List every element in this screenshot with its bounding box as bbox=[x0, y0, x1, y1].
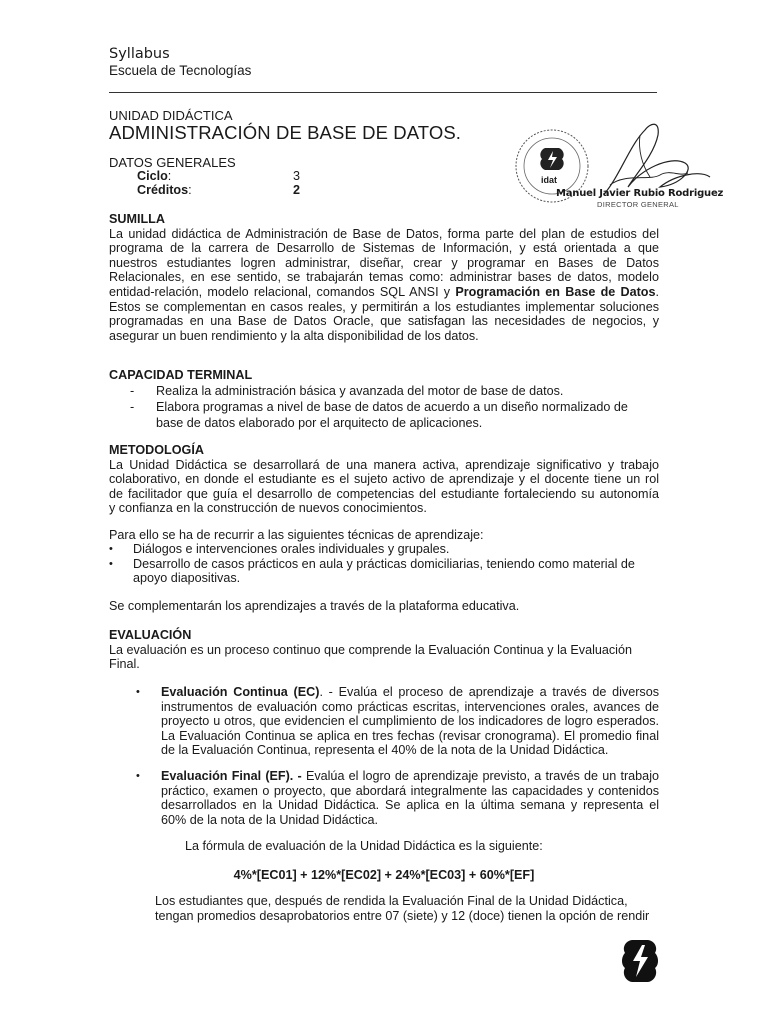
evaluacion-section bbox=[109, 628, 659, 672]
bullet-marker: • bbox=[136, 770, 140, 782]
ec-label: Evaluación Continua (EC) bbox=[161, 685, 320, 699]
ciclo-value: 3 bbox=[293, 169, 301, 183]
ef-line: 60% de la nota de la Unidad Didáctica. bbox=[161, 812, 379, 827]
metodologia-line: colaborativo, en donde el estudiante es el sujeto activo de aprendizaje y el docente tiene un rol bbox=[109, 472, 659, 487]
school-name: Escuela de Tecnologías bbox=[109, 63, 252, 78]
ef-line: práctico, examen o proyecto, que abordará integralmente las capacidades y contenidos bbox=[161, 783, 659, 798]
metodologia-heading: METODOLOGÍA bbox=[109, 443, 204, 457]
general-data-label: DATOS GENERALES bbox=[109, 155, 236, 170]
creditos-key: Créditos: bbox=[137, 183, 192, 197]
metodologia-bullets bbox=[109, 542, 659, 586]
unit-title: ADMINISTRACIÓN DE BASE DE DATOS. bbox=[109, 122, 462, 143]
creditos-value: 2 bbox=[293, 183, 301, 197]
sumilla-line: asegurar un buen rendimiento y la alta disponibilidad de los datos. bbox=[109, 328, 479, 343]
signatory-role: DIRECTOR GENERAL bbox=[597, 200, 679, 209]
dash-marker: - bbox=[130, 400, 135, 414]
metodologia-line: de facilitador que guía el desarrollo de competencias del estudiante fortaleciendo su autonomía bbox=[109, 486, 659, 501]
closing-line: Los estudiantes que, después de rendida la Evaluación Final de la Unidad Didáctica, bbox=[155, 894, 628, 908]
formula-intro: La fórmula de evaluación de la Unidad Didáctica es la siguiente: bbox=[185, 839, 543, 853]
list-item: • Diálogos e intervenciones orales individuales y grupales. bbox=[109, 542, 450, 556]
document-title: Syllabus bbox=[109, 46, 170, 62]
metodologia-line: La Unidad Didáctica se desarrollará de una manera activa, aprendizaje significativo y trabajo bbox=[109, 457, 659, 472]
evaluacion-line: Final. bbox=[109, 657, 140, 672]
dash-marker: - bbox=[130, 384, 135, 398]
sumilla-line: Relacionales, en ese sentido, se trabajarán temas como: administrar bases de datos, modelo bbox=[109, 270, 659, 285]
metodologia-line: y confianza en la construcción de nuevos conocimientos. bbox=[109, 501, 427, 516]
evaluacion-final-item: • Evaluación Final (EF). - Evalúa el logro de aprendizaje previsto, a través de un trabajo práctico, examen o proyecto, que abordará integralmente las capacidades y contenidos desarrollados en la Unidad Didáctica. Se aplica en la última semana y representa el 60% de la nota de la Unidad Didáctica. bbox=[136, 769, 659, 827]
bullet-marker: • bbox=[136, 686, 140, 698]
capacidad-list bbox=[130, 383, 650, 431]
ec-line: La Evaluación Continua se aplica en tres fechas (revisar cronograma). El promedio final bbox=[161, 728, 659, 743]
signatory-name: Manuel Javier Rubio Rodriguez bbox=[556, 188, 724, 199]
sumilla-line: nuestros estudiantes logren administrar, diseñar, crear y programar en Bases de Datos bbox=[109, 255, 659, 270]
list-item: - Realiza la administración básica y avanzada del motor de base de datos. bbox=[130, 384, 564, 398]
list-item: • Desarrollo de casos prácticos en aula y prácticas domiciliarias, teniendo como material de apoyo diapositivas. bbox=[109, 556, 635, 586]
ec-line: instrumentos de evaluación como prácticas escritas, intervenciones orales, avances de bbox=[161, 699, 659, 714]
list-item: - Elabora programas a nivel de base de datos de acuerdo a un diseño normalizado de base de datos elaborado por el arquitecto de aplicaciones. bbox=[130, 400, 628, 430]
evaluacion-continua-item: • Evaluación Continua (EC). - Evalúa el proceso de aprendizaje a través de diversos instrumentos de evaluación como prácticas escritas, intervenciones orales, avances de proyecto u otros, que evidencien el cumplimiento de los indicadores de logro esperados. La Evaluación Continua se aplica en tres fechas (revisar cronograma). El promedio final de la Evaluación Continua, representa el 40% de la nota de la Unidad Didáctica. bbox=[136, 685, 660, 758]
sumilla-heading: SUMILLA bbox=[109, 212, 165, 226]
evaluation-formula: 4%*[EC01] + 12%*[EC02] + 24%*[EC03] + 60%*[EF] bbox=[233, 868, 535, 882]
capacidad-heading bbox=[109, 368, 659, 383]
ef-line: desarrollados en la Unidad Didáctica. Se aplica en la última semana y representa el bbox=[161, 798, 659, 813]
ec-line: de la Evaluación Continua, representa el 40% de la nota de la Unidad Didáctica. bbox=[161, 743, 609, 758]
sumilla-line: programa de la carrera de Desarrollo de Sistemas de Información, y está orientada a que bbox=[109, 241, 659, 256]
ef-label: Evaluación Final (EF). - bbox=[161, 769, 302, 783]
stamp-label: idat bbox=[541, 175, 558, 185]
sumilla-line: entidad-relación, modelo relacional, comandos SQL ANSI y Programación en Base de Datos. bbox=[109, 284, 659, 299]
sumilla-bold-phrase: Programación en Base de Datos bbox=[455, 284, 656, 299]
evaluacion-closing bbox=[155, 894, 655, 923]
header-divider bbox=[109, 92, 657, 93]
evaluacion-line: La evaluación es un proceso continuo que comprende la Evaluación Continua y la Evaluación bbox=[109, 642, 632, 657]
sumilla-line: Estos se complementan en casos reales, y permitirán a los estudiantes implementar soluciones bbox=[109, 299, 659, 314]
ciclo-key: Ciclo: bbox=[137, 169, 172, 183]
sumilla-line: La unidad didáctica de Administración de Base de Datos, forma parte del plan de estudios del bbox=[109, 226, 659, 241]
institution-logo-icon bbox=[620, 937, 660, 985]
sumilla-body bbox=[109, 227, 659, 344]
sumilla-section bbox=[109, 212, 659, 343]
sumilla-line: programadas en una Base de Datos Oracle, que satisfagan las necesidades de negocios, y bbox=[109, 314, 659, 329]
evaluacion-heading: EVALUACIÓN bbox=[109, 628, 192, 642]
metodologia-section bbox=[109, 443, 659, 516]
metodologia-closing: Se complementarán los aprendizajes a través de la plataforma educativa. bbox=[109, 599, 520, 613]
closing-line: tengan promedios desaprobatorios entre 07 (siete) y 12 (doce) tienen la opción de rendir bbox=[155, 908, 650, 923]
unit-label: UNIDAD DIDÁCTICA bbox=[109, 108, 233, 123]
metodologia-intro: Para ello se ha de recurrir a las siguientes técnicas de aprendizaje: bbox=[109, 528, 484, 542]
ec-line: proyecto u otros, que evidencien el cumplimiento de los indicadores de logro esperados. bbox=[161, 714, 659, 729]
capacidad-heading-text: CAPACIDAD TERMINAL bbox=[109, 368, 253, 382]
